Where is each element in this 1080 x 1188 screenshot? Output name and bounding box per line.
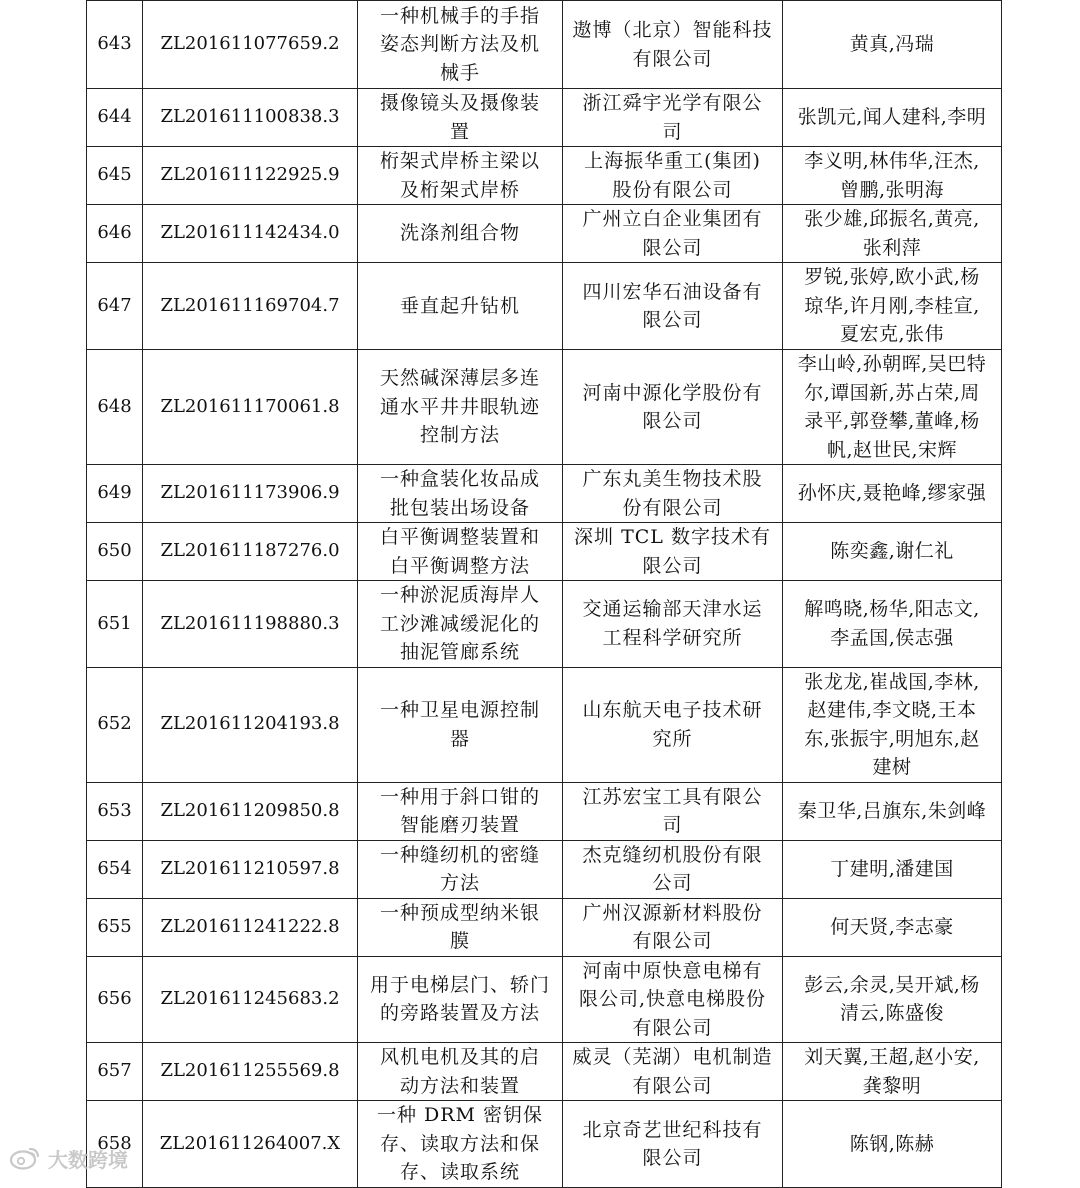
table-row: [87, 263, 1002, 350]
table-row: [87, 782, 1002, 840]
table-row: [87, 350, 1002, 465]
patent-owner: 杰克缝纫机股份有限 公司: [563, 840, 783, 898]
patent-owner: 广州立白企业集团有 限公司: [563, 205, 783, 263]
table-row: [87, 898, 1002, 956]
patent-title: 洗涤剂组合物: [358, 205, 563, 263]
patent-owner: 河南中源化学股份有 限公司: [563, 350, 783, 465]
patent-number: ZL201611169704.7: [143, 263, 358, 350]
patent-number: ZL201611187276.0: [143, 523, 358, 581]
row-number: 652: [87, 667, 143, 782]
patent-number: ZL201611198880.3: [143, 581, 358, 668]
patent-title: 桁架式岸桥主梁以 及桁架式岸桥: [358, 147, 563, 205]
patent-number: ZL201611173906.9: [143, 465, 358, 523]
row-number: 643: [87, 1, 143, 89]
patent-inventors: 何天贤,李志豪: [783, 898, 1002, 956]
patent-inventors: 张少雄,邱振名,黄亮, 张利萍: [783, 205, 1002, 263]
patent-owner: 浙江舜宇光学有限公 司: [563, 89, 783, 147]
patent-title: 一种淤泥质海岸人 工沙滩减缓泥化的 抽泥管廊系统: [358, 581, 563, 668]
row-number: 646: [87, 205, 143, 263]
table-row: [87, 956, 1002, 1043]
weibo-logo-icon: [8, 1145, 42, 1171]
watermark-text: 大数跨境: [48, 1147, 128, 1172]
patent-inventors: 孙怀庆,聂艳峰,缪家强: [783, 465, 1002, 523]
table-row: [87, 840, 1002, 898]
patent-owner: 遨博（北京）智能科技 有限公司: [563, 1, 783, 89]
patent-inventors: 彭云,余灵,吴开斌,杨 清云,陈盛俊: [783, 956, 1002, 1043]
patent-inventors: 李山岭,孙朝晖,吴巴特 尔,谭国新,苏占荣,周 录平,郭登攀,董峰,杨 帆,赵世民,宋辉: [783, 350, 1002, 465]
patent-owner: 广东丸美生物技术股 份有限公司: [563, 465, 783, 523]
patent-title: 风机电机及其的启 动方法和装置: [358, 1043, 563, 1101]
patent-owner: 江苏宏宝工具有限公 司: [563, 782, 783, 840]
row-number: 648: [87, 350, 143, 465]
patent-inventors: 解鸣晓,杨华,阳志文, 李孟国,侯志强: [783, 581, 1002, 668]
patent-title: 一种缝纫机的密缝 方法: [358, 840, 563, 898]
table-row: [87, 205, 1002, 263]
patent-title: 天然碱深薄层多连 通水平井井眼轨迹 控制方法: [358, 350, 563, 465]
patent-number: ZL201611142434.0: [143, 205, 358, 263]
patent-title: 用于电梯层门、轿门 的旁路装置及方法: [358, 956, 563, 1043]
patent-number: ZL201611077659.2: [143, 1, 358, 89]
patent-title: 摄像镜头及摄像装 置: [358, 89, 563, 147]
patent-title: 一种用于斜口钳的 智能磨刃装置: [358, 782, 563, 840]
patent-inventors: 黄真,冯瑞: [783, 1, 1002, 89]
row-number: 653: [87, 782, 143, 840]
patent-inventors: 张龙龙,崔战国,李林, 赵建伟,李文晓,王本 东,张振宇,明旭东,赵 建树: [783, 667, 1002, 782]
row-number: 649: [87, 465, 143, 523]
table-row: [87, 89, 1002, 147]
patent-number: ZL201611204193.8: [143, 667, 358, 782]
row-number: 650: [87, 523, 143, 581]
patent-owner: 四川宏华石油设备有 限公司: [563, 263, 783, 350]
patent-owner: 上海振华重工(集团) 股份有限公司: [563, 147, 783, 205]
row-number: 654: [87, 840, 143, 898]
patent-inventors: 罗锐,张婷,欧小武,杨 琼华,许月刚,李桂宣, 夏宏克,张伟: [783, 263, 1002, 350]
patent-inventors: 刘天翼,王超,赵小安, 龚黎明: [783, 1043, 1002, 1101]
table-row: [87, 667, 1002, 782]
patent-number: ZL201611245683.2: [143, 956, 358, 1043]
table-row: [87, 1043, 1002, 1101]
table-row: [87, 581, 1002, 668]
table-row: [87, 1101, 1002, 1188]
patent-number: ZL201611122925.9: [143, 147, 358, 205]
patent-number: ZL201611209850.8: [143, 782, 358, 840]
row-number: 651: [87, 581, 143, 668]
row-number: 656: [87, 956, 143, 1043]
patent-owner: 山东航天电子技术研 究所: [563, 667, 783, 782]
patent-title: 垂直起升钻机: [358, 263, 563, 350]
patent-title: 一种 DRM 密钥保 存、读取方法和保 存、读取系统: [358, 1101, 563, 1188]
table-row: [87, 1, 1002, 89]
patent-title: 一种预成型纳米银 膜: [358, 898, 563, 956]
patent-owner: 河南中原快意电梯有 限公司,快意电梯股份 有限公司: [563, 956, 783, 1043]
row-number: 655: [87, 898, 143, 956]
patent-title: 一种卫星电源控制 器: [358, 667, 563, 782]
patent-number: ZL201611170061.8: [143, 350, 358, 465]
patent-inventors: 秦卫华,吕旗东,朱剑峰: [783, 782, 1002, 840]
table-row: [87, 147, 1002, 205]
table-row: [87, 523, 1002, 581]
patent-number: ZL201611255569.8: [143, 1043, 358, 1101]
patent-owner: 深圳 TCL 数字技术有 限公司: [563, 523, 783, 581]
patent-owner: 北京奇艺世纪科技有 限公司: [563, 1101, 783, 1188]
patent-title: 白平衡调整装置和 白平衡调整方法: [358, 523, 563, 581]
patent-inventors: 陈奕鑫,谢仁礼: [783, 523, 1002, 581]
patent-number: ZL201611264007.X: [143, 1101, 358, 1188]
patent-inventors: 李义明,林伟华,汪杰, 曾鹏,张明海: [783, 147, 1002, 205]
table-row: [87, 465, 1002, 523]
row-number: 647: [87, 263, 143, 350]
patent-owner: 交通运输部天津水运 工程科学研究所: [563, 581, 783, 668]
patent-inventors: 张凯元,闻人建科,李明: [783, 89, 1002, 147]
patent-inventors: 丁建明,潘建国: [783, 840, 1002, 898]
row-number: 657: [87, 1043, 143, 1101]
patent-number: ZL201611210597.8: [143, 840, 358, 898]
patent-owner: 广州汉源新材料股份 有限公司: [563, 898, 783, 956]
row-number: 658: [87, 1101, 143, 1188]
patent-table: [86, 0, 1002, 1188]
patent-owner: 威灵（芜湖）电机制造 有限公司: [563, 1043, 783, 1101]
watermark: [8, 1143, 128, 1173]
patent-inventors: 陈钢,陈赫: [783, 1101, 1002, 1188]
patent-number: ZL201611241222.8: [143, 898, 358, 956]
row-number: 645: [87, 147, 143, 205]
patent-number: ZL201611100838.3: [143, 89, 358, 147]
patent-title: 一种盒装化妆品成 批包装出场设备: [358, 465, 563, 523]
row-number: 644: [87, 89, 143, 147]
patent-title: 一种机械手的手指 姿态判断方法及机 械手: [358, 1, 563, 89]
